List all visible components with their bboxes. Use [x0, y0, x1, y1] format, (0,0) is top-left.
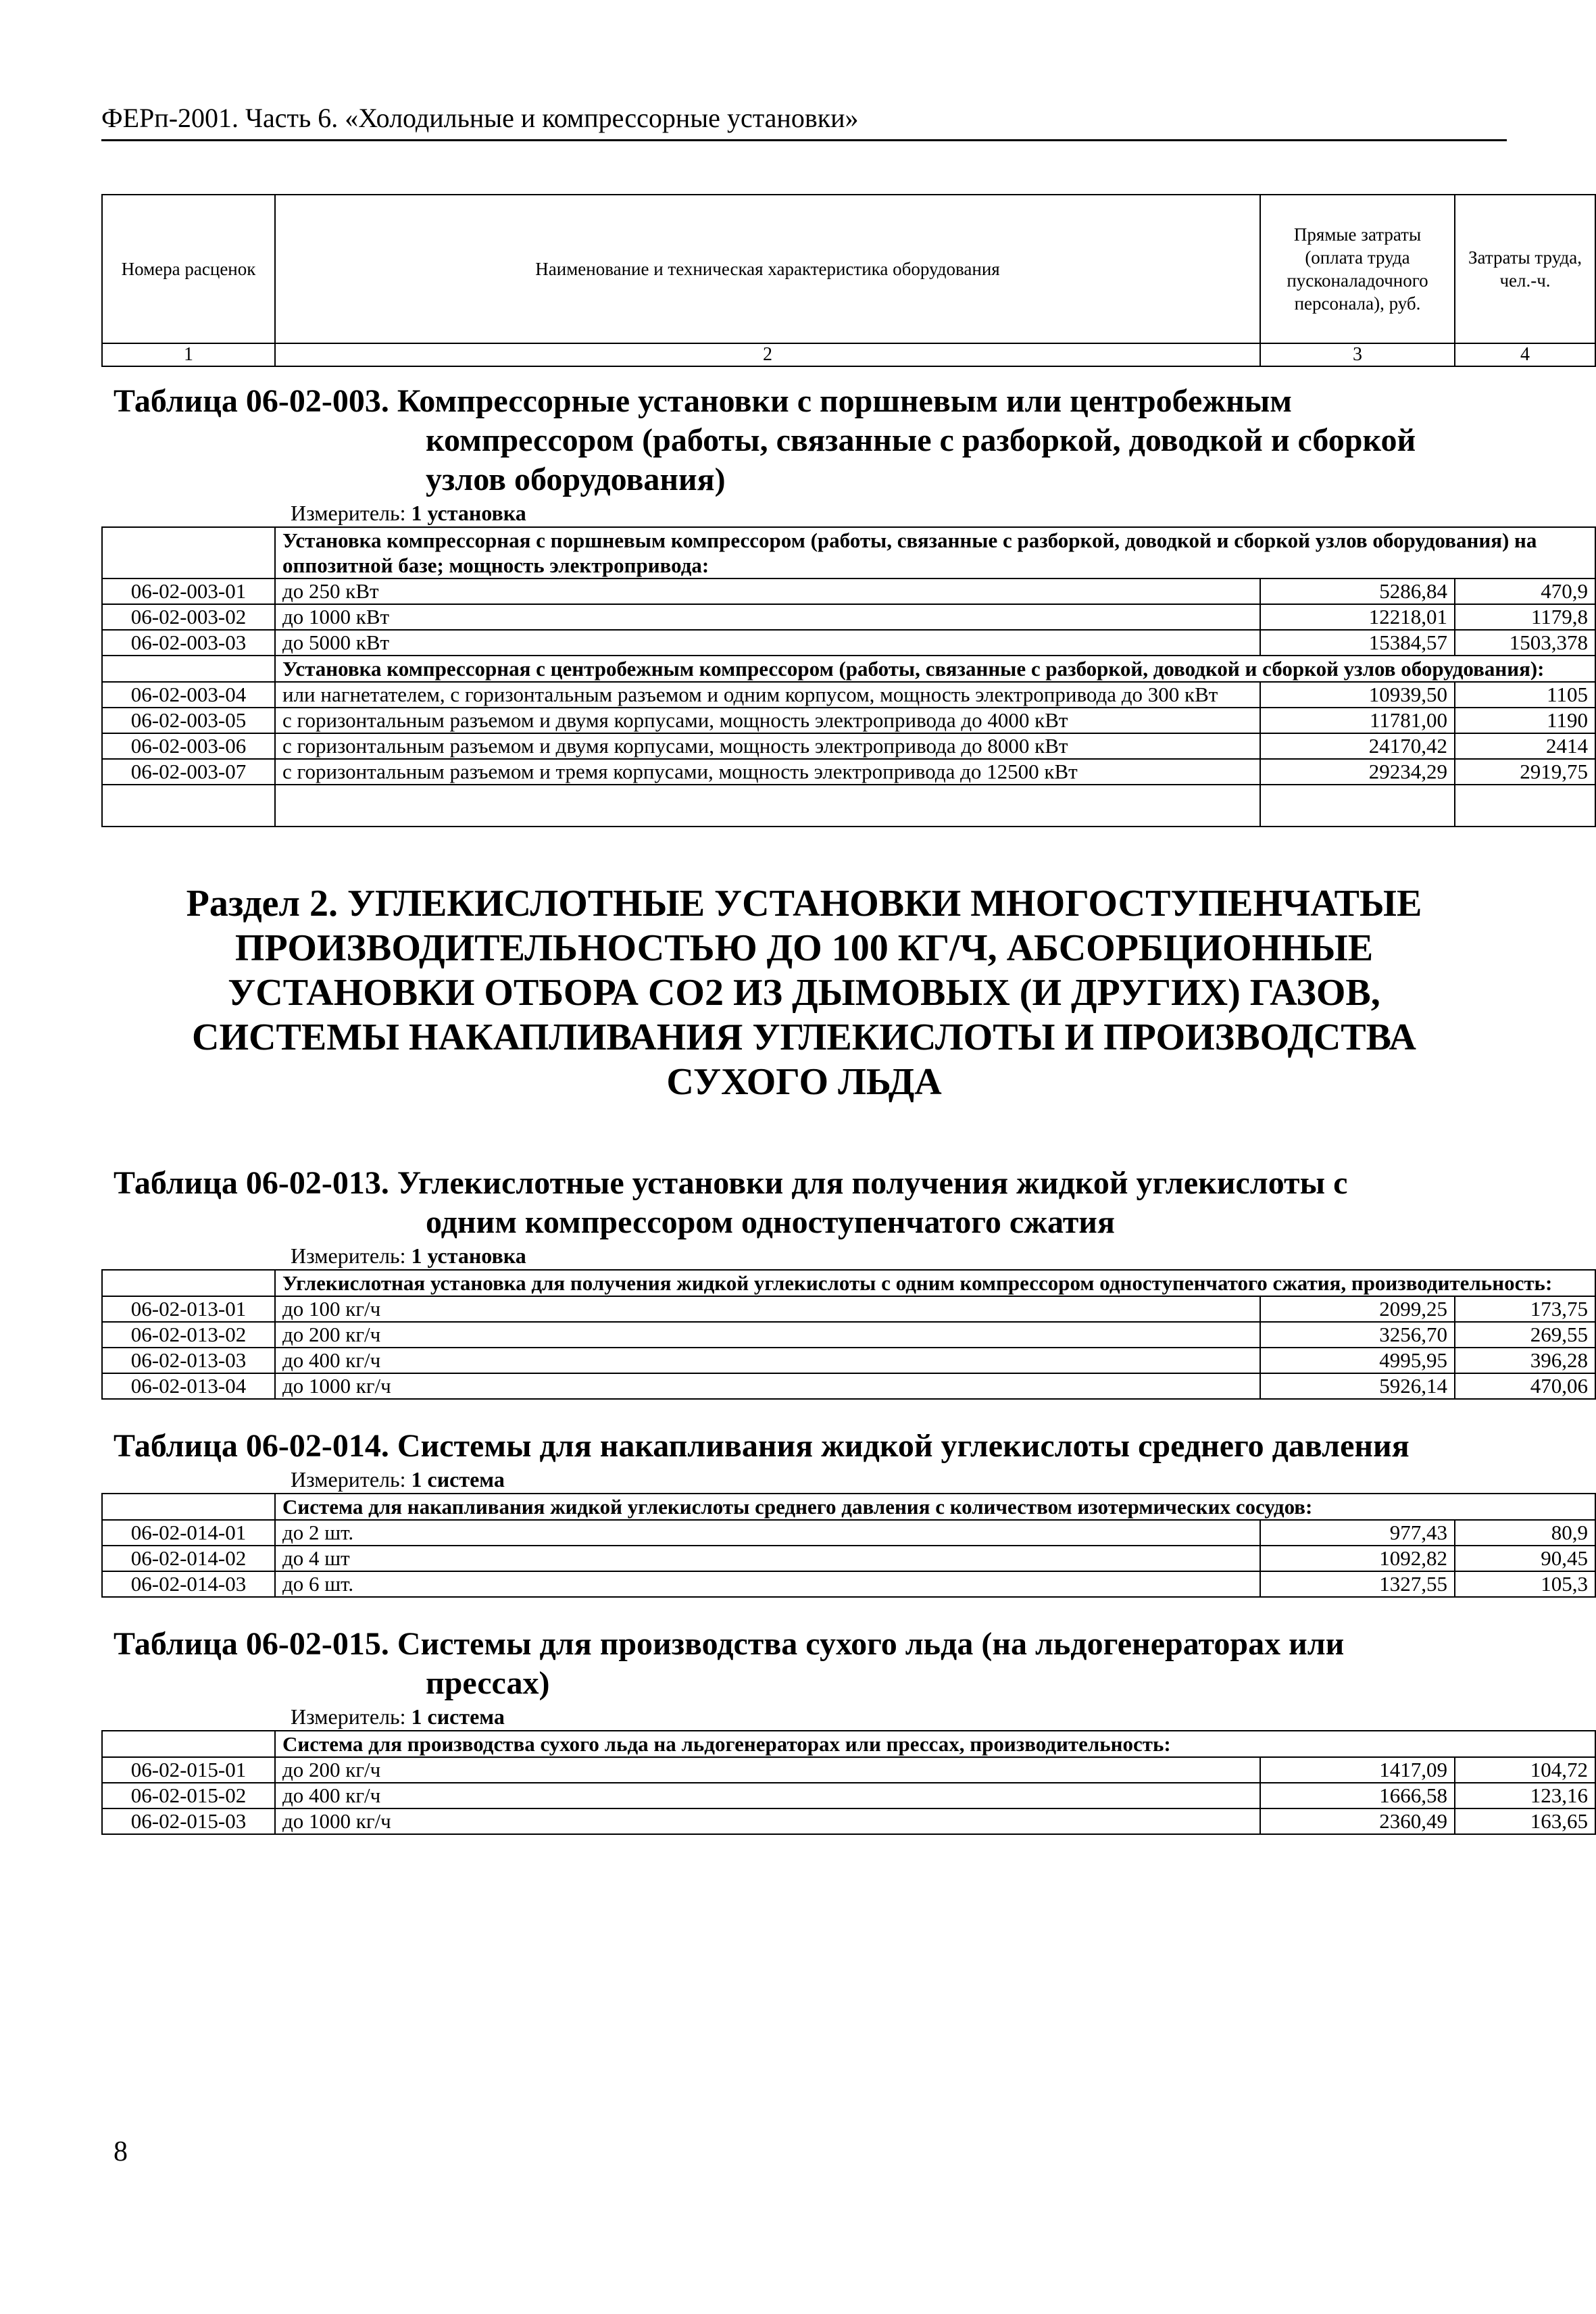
rate-direct-cost: 15384,57 — [1260, 630, 1455, 656]
col-num-4: 4 — [1455, 343, 1595, 366]
rate-name: до 200 кг/ч — [275, 1322, 1260, 1348]
rate-direct-cost: 3256,70 — [1260, 1322, 1455, 1348]
group-row: Система для накапливания жидкой углекислоты среднего давления с количеством изотермических сосудов: — [102, 1494, 1595, 1520]
table-014-unit: Измеритель: 1 система — [291, 1467, 505, 1492]
rate-code: 06-02-015-01 — [102, 1757, 275, 1783]
rate-name: до 5000 кВт — [275, 630, 1260, 656]
col-num-2: 2 — [275, 343, 1260, 366]
rate-direct-cost: 24170,42 — [1260, 733, 1455, 759]
table-003-unit: Измеритель: 1 установка — [291, 501, 526, 525]
rate-labor: 269,55 — [1455, 1322, 1595, 1348]
rate-name: до 250 кВт — [275, 578, 1260, 604]
document-page — [101, 101, 1589, 1835]
rate-name: до 2 шт. — [275, 1520, 1260, 1546]
rate-labor: 90,45 — [1455, 1546, 1595, 1571]
rate-labor: 1503,378 — [1455, 630, 1595, 656]
rate-labor: 105,3 — [1455, 1571, 1595, 1597]
column-numbers — [102, 343, 1595, 366]
rate-name: до 400 кг/ч — [275, 1348, 1260, 1373]
rate-direct-cost: 2360,49 — [1260, 1808, 1455, 1834]
group-row: Система для производства сухого льда на льдогенераторах или прессах, производительность: — [102, 1731, 1595, 1757]
table-015-unit: Измеритель: 1 система — [291, 1704, 505, 1729]
rate-direct-cost: 1092,82 — [1260, 1546, 1455, 1571]
col-num-1: 1 — [102, 343, 275, 366]
table-row — [102, 708, 1595, 733]
rate-direct-cost: 12218,01 — [1260, 604, 1455, 630]
rate-name: с горизонтальным разъемом и двумя корпусами, мощность электропривода до 4000 кВт — [275, 708, 1260, 733]
rate-name: или нагнетателем, с горизонтальным разъемом и одним корпусом, мощность электропривода до 300 кВт — [275, 682, 1260, 708]
rate-direct-cost: 5286,84 — [1260, 578, 1455, 604]
table-row — [102, 604, 1595, 630]
rate-code: 06-02-003-05 — [102, 708, 275, 733]
rate-name: с горизонтальным разъемом и тремя корпусами, мощность электропривода до 12500 кВт — [275, 759, 1260, 785]
table-row — [102, 1571, 1595, 1597]
table-015 — [101, 1730, 1596, 1835]
rate-name: до 1000 кг/ч — [275, 1373, 1260, 1399]
rate-direct-cost: 1327,55 — [1260, 1571, 1455, 1597]
rate-code: 06-02-003-02 — [102, 604, 275, 630]
table-003-title: Таблица 06-02-003. Компрессорные установки с поршневым или центробежным компрессором (работы, связанные с разборкой, доводкой и сборкой узлов оборудования) — [114, 383, 1416, 497]
rate-name: до 200 кг/ч — [275, 1757, 1260, 1783]
table-row — [102, 1520, 1595, 1546]
table-row — [102, 578, 1595, 604]
table-row — [102, 759, 1595, 785]
rate-code: 06-02-013-02 — [102, 1322, 275, 1348]
col-head-codes: Номера расценок — [102, 195, 275, 343]
rate-name: с горизонтальным разъемом и двумя корпусами, мощность электропривода до 8000 кВт — [275, 733, 1260, 759]
rate-direct-cost: 1666,58 — [1260, 1783, 1455, 1808]
col-head-labor: Затраты труда, чел.-ч. — [1455, 195, 1595, 343]
rate-code: 06-02-015-02 — [102, 1783, 275, 1808]
rate-code: 06-02-014-02 — [102, 1546, 275, 1571]
table-row — [102, 1808, 1595, 1834]
rate-labor: 470,06 — [1455, 1373, 1595, 1399]
table-row — [102, 1546, 1595, 1571]
rate-code: 06-02-003-07 — [102, 759, 275, 785]
rate-labor: 396,28 — [1455, 1348, 1595, 1373]
rate-direct-cost: 4995,95 — [1260, 1348, 1455, 1373]
rate-code: 06-02-015-03 — [102, 1808, 275, 1834]
table-row — [102, 682, 1595, 708]
rate-code: 06-02-013-03 — [102, 1348, 275, 1373]
table-row — [102, 1348, 1595, 1373]
rate-code: 06-02-014-03 — [102, 1571, 275, 1597]
section-2-heading: Раздел 2. УГЛЕКИСЛОТНЫЕ УСТАНОВКИ МНОГОСТУПЕНЧАТЫЕ ПРОИЗВОДИТЕЛЬНОСТЬЮ ДО 100 КГ/Ч, АБСОРБЦИОННЫЕ УСТАНОВКИ ОТБОРА СО2 ИЗ ДЫМОВЫХ (И ДРУГИХ) ГАЗОВ, СИСТЕМЫ НАКАПЛИВАНИЯ УГЛЕКИСЛОТЫ И ПРОИЗВОДСТВА СУХОГО ЛЬДА — [186, 883, 1422, 1103]
rate-direct-cost: 2099,25 — [1260, 1296, 1455, 1322]
table-row — [102, 1322, 1595, 1348]
column-header-table — [101, 194, 1596, 367]
rate-name: до 4 шт — [275, 1546, 1260, 1571]
rate-code: 06-02-013-04 — [102, 1373, 275, 1399]
table-row — [102, 1757, 1595, 1783]
rate-code: 06-02-013-01 — [102, 1296, 275, 1322]
group-row: Установка компрессорная с центробежным компрессором (работы, связанные с разборкой, доводкой и сборкой узлов оборудования): — [102, 656, 1595, 682]
table-row — [102, 733, 1595, 759]
table-013-title: Таблица 06-02-013. Углекислотные установки для получения жидкой углекислоты с одним компрессором одноступенчатого сжатия — [114, 1165, 1348, 1240]
rate-labor: 1190 — [1455, 708, 1595, 733]
table-015-title: Таблица 06-02-015. Системы для производства сухого льда (на льдогенераторах или прессах) — [114, 1626, 1345, 1701]
rate-name: до 6 шт. — [275, 1571, 1260, 1597]
rate-code: 06-02-003-04 — [102, 682, 275, 708]
rate-code: 06-02-003-01 — [102, 578, 275, 604]
rate-direct-cost: 977,43 — [1260, 1520, 1455, 1546]
group-row: Установка компрессорная с поршневым компрессором (работы, связанные с разборкой, доводкой и сборкой узлов оборудования) на оппозитной базе; мощность электропривода: — [102, 527, 1595, 578]
rate-name: до 400 кг/ч — [275, 1783, 1260, 1808]
rate-code: 06-02-003-06 — [102, 733, 275, 759]
col-head-direct-costs: Прямые затраты (оплата труда пусконаладочного персонала), руб. — [1260, 195, 1455, 343]
rate-labor: 80,9 — [1455, 1520, 1595, 1546]
table-row — [102, 630, 1595, 656]
rate-direct-cost: 11781,00 — [1260, 708, 1455, 733]
rate-direct-cost: 10939,50 — [1260, 682, 1455, 708]
table-003 — [101, 526, 1596, 827]
table-row — [102, 1783, 1595, 1808]
rate-labor: 173,75 — [1455, 1296, 1595, 1322]
running-header: ФЕРп-2001. Часть 6. «Холодильные и компрессорные установки» — [101, 101, 1507, 141]
rate-labor: 104,72 — [1455, 1757, 1595, 1783]
table-014-title: Таблица 06-02-014. Системы для накапливания жидкой углекислоты среднего давления — [114, 1428, 1410, 1464]
rate-name: до 1000 кВт — [275, 604, 1260, 630]
rate-labor: 2414 — [1455, 733, 1595, 759]
rate-labor: 1105 — [1455, 682, 1595, 708]
rate-direct-cost: 5926,14 — [1260, 1373, 1455, 1399]
col-num-3: 3 — [1260, 343, 1455, 366]
rate-labor: 163,65 — [1455, 1808, 1595, 1834]
page-number: 8 — [114, 2136, 128, 2167]
rate-direct-cost: 29234,29 — [1260, 759, 1455, 785]
rate-labor: 123,16 — [1455, 1783, 1595, 1808]
rate-labor: 2919,75 — [1455, 759, 1595, 785]
table-013-unit: Измеритель: 1 установка — [291, 1244, 526, 1268]
rate-name: до 1000 кг/ч — [275, 1808, 1260, 1834]
table-row — [102, 1373, 1595, 1399]
group-row: Углекислотная установка для получения жидкой углекислоты с одним компрессором одноступенчатого сжатия, производительность: — [102, 1270, 1595, 1296]
rate-labor: 1179,8 — [1455, 604, 1595, 630]
table-014 — [101, 1493, 1596, 1598]
rate-direct-cost: 1417,09 — [1260, 1757, 1455, 1783]
table-013 — [101, 1269, 1596, 1400]
rate-code: 06-02-003-03 — [102, 630, 275, 656]
rate-labor: 470,9 — [1455, 578, 1595, 604]
col-head-name: Наименование и техническая характеристика оборудования — [275, 195, 1260, 343]
column-headers — [102, 195, 1595, 343]
rate-code: 06-02-014-01 — [102, 1520, 275, 1546]
rate-name: до 100 кг/ч — [275, 1296, 1260, 1322]
table-row — [102, 1296, 1595, 1322]
